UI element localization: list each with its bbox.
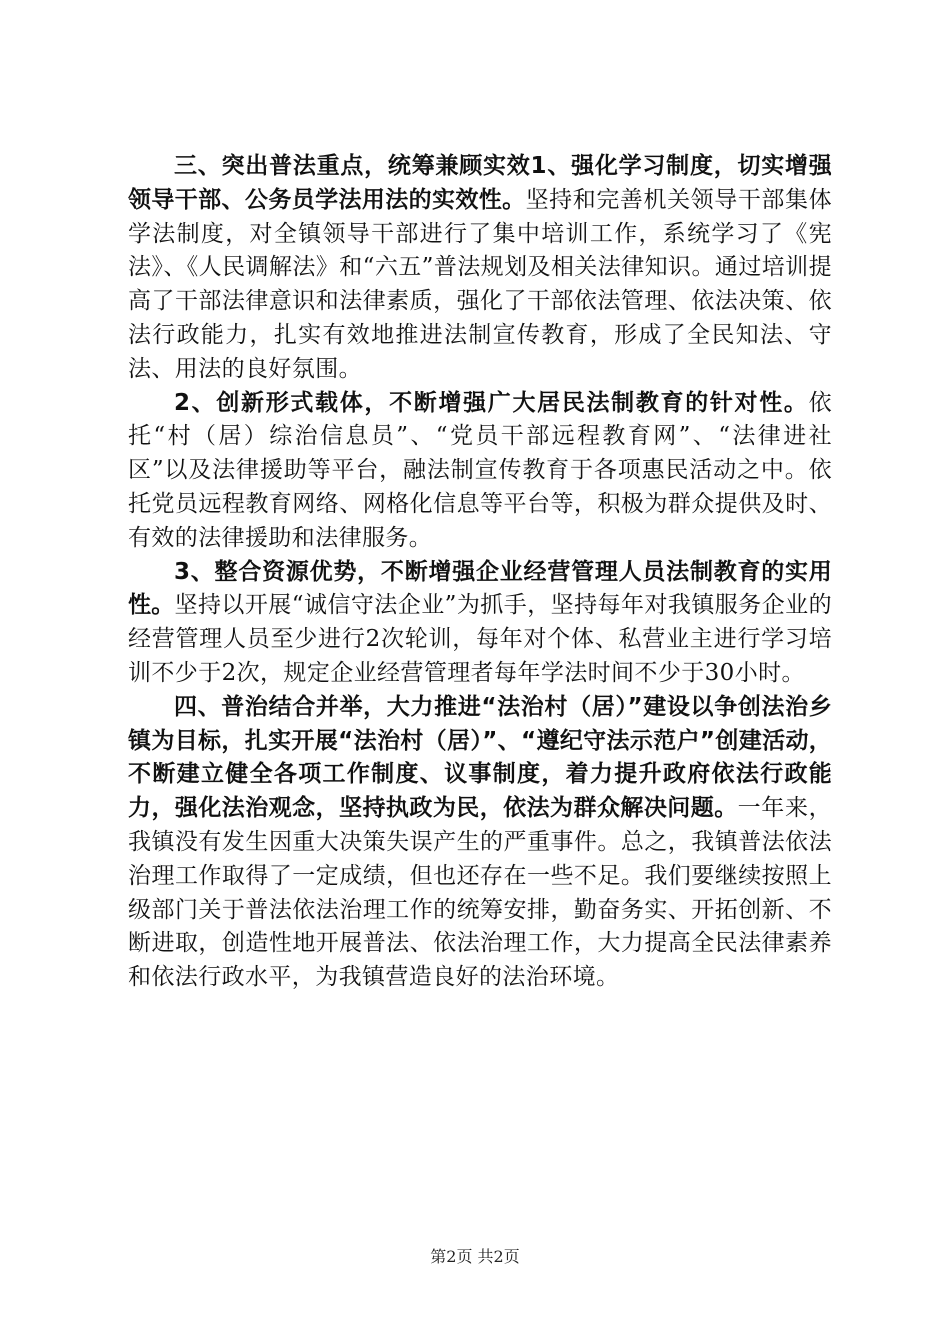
paragraph-text: 依托“村（居）综治信息员”、“党员干部远程教育网”、“法律进社区”以及法律援助等平台，融法制宣传教育于各项惠民活动之中。依托党员远程教育网络、网格化信息等平台等，积极为群众提供及时、有效的法律援助和法律服务。 [128,389,832,551]
paragraph-item-2 [128,387,832,556]
page-number-footer: 第2页 共2页 [430,1247,520,1266]
paragraph-heading: 四、普治结合并举，大力推进“法治村（居）”建设以争创法治乡镇为目标，扎实开展“法治村（居）”、“遵纪守法示范户”创建活动，不断建立健全各项工作制度、议事制度，着力提升政府依法行政能力，强化法治观念，坚持执政为民，依法为群众解决问题。 [128,693,832,822]
paragraph-heading: 三、突出普法重点，统筹兼顾实效1、强化学习制度，切实增强领导干部、公务员学法用法的实效性。 [128,153,832,213]
paragraph-item-3 [128,556,832,691]
paragraph-section-4 [128,691,832,995]
paragraph-text: 坚持和完善机关领导干部集体学法制度，对全镇领导干部进行了集中培训工作，系统学习了《宪法》、《人民调解法》和“六五”普法规划及相关法律知识。通过培训提高了干部法律意识和法律素质，强化了干部依法管理、依法决策、依法行政能力，扎实有效地推进法制宣传教育，形成了全民知法、守法、用法的良好氛围。 [128,186,832,382]
paragraph-heading: 2、创新形式载体，不断增强广大居民法制教育的针对性。 [174,389,809,416]
paragraph-text: 坚持以开展“诚信守法企业”为抓手，坚持每年对我镇服务企业的经营管理人员至少进行2次轮训，每年对个体、私营业主进行学习培训不少于2次，规定企业经营管理者每年学法时间不少于30小时。 [128,592,832,686]
paragraph-section-3 [128,150,832,387]
paragraph-heading: 3、整合资源优势，不断增强企业经营管理人员法制教育的实用性。 [128,558,832,619]
paragraph-text: 一年来，我镇没有发生因重大决策失误产生的严重事件。总之，我镇普法依法治理工作取得了一定成绩，但也还存在一些不足。我们要继续按照上级部门关于普法依法治理工作的统筹安排，勤奋务实、开拓创新、不断进取，创造性地开展普法、依法治理工作，大力提高全民法律素养和依法行政水平，为我镇营造良好的法治环境。 [128,795,833,991]
document-body [128,150,832,995]
